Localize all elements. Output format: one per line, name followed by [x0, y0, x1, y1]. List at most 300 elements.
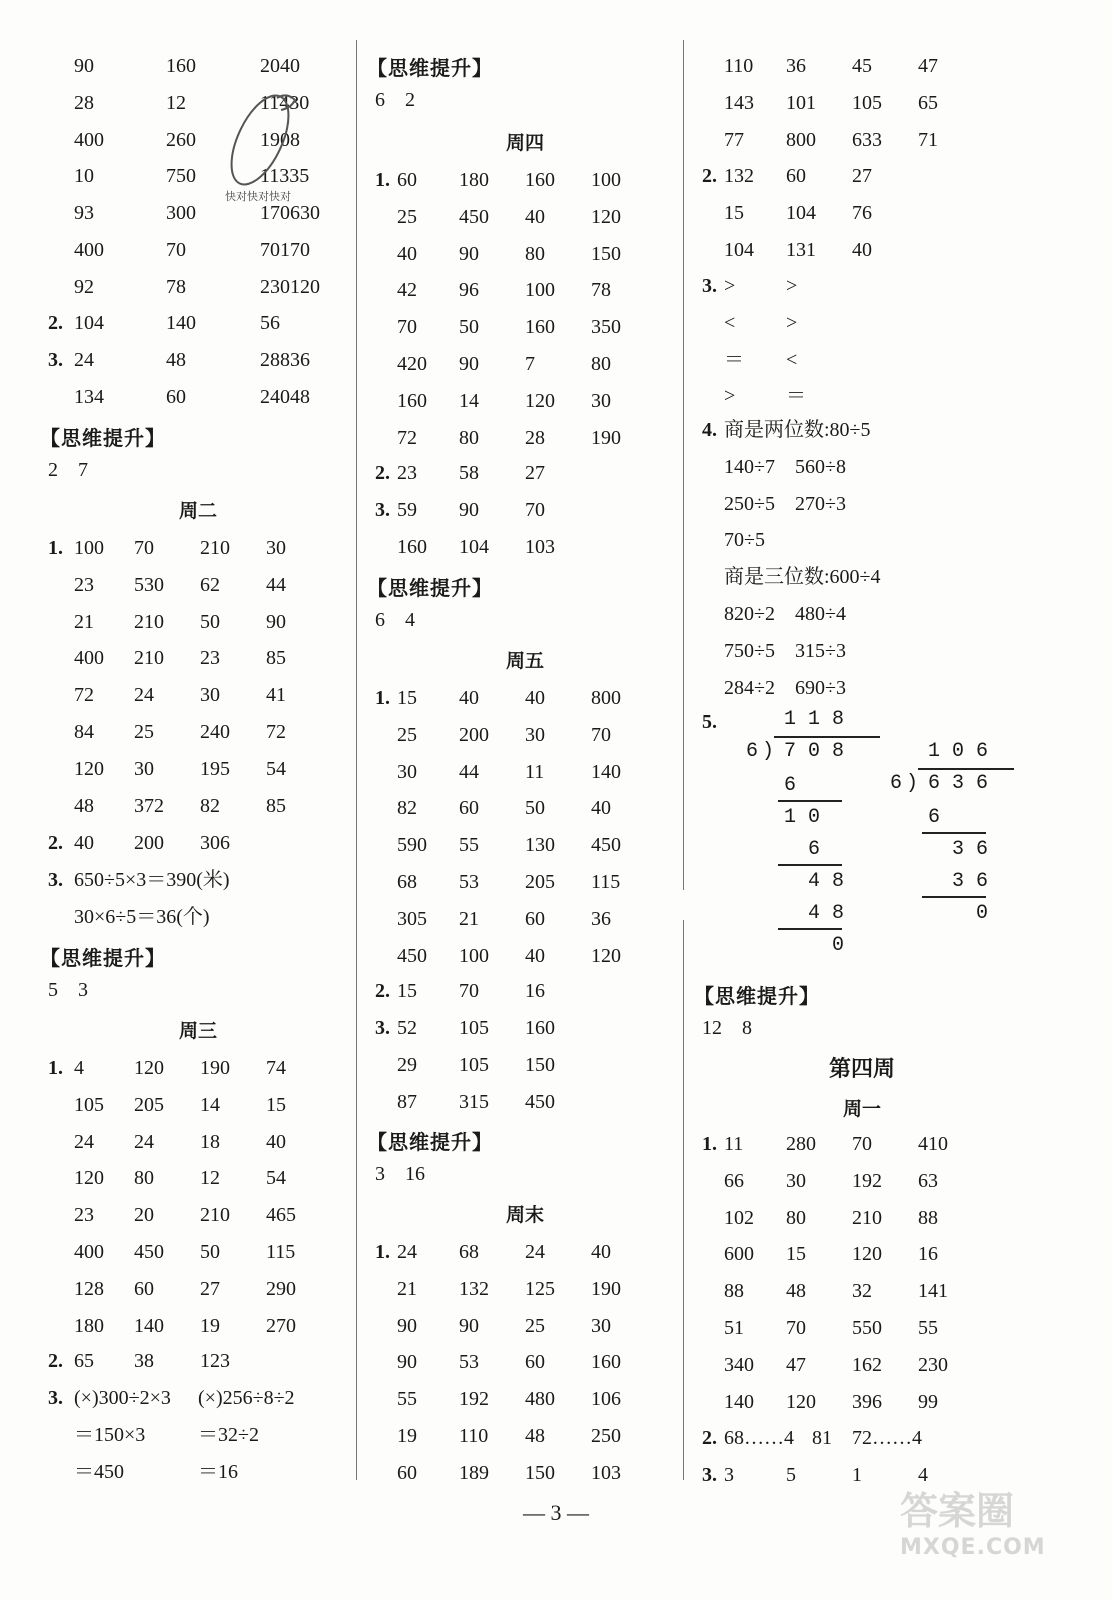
- answer-value: 11: [525, 760, 545, 783]
- answer-value: 24: [74, 1130, 94, 1153]
- answer-value: 19: [397, 1425, 417, 1447]
- answer-value: 55: [459, 834, 479, 857]
- answer-row: [702, 559, 1062, 595]
- answer-value: 120: [74, 1167, 104, 1190]
- answer-value: 192: [459, 1388, 489, 1411]
- answer-value: 290: [266, 1277, 296, 1300]
- answer-value: 70÷5: [724, 529, 765, 552]
- answer-value: 72: [266, 721, 286, 743]
- answer-value: 30: [397, 760, 417, 783]
- answer-value: 30: [591, 1314, 611, 1337]
- question-number: 2.: [48, 832, 63, 854]
- answer-row: [702, 633, 1062, 669]
- answer-value: 24: [397, 1241, 417, 1263]
- answer-value: 48: [525, 1425, 545, 1447]
- answer-value: 105: [459, 1017, 489, 1039]
- question-number: 5.: [702, 711, 717, 733]
- division-step: 0: [976, 902, 989, 925]
- answer-value: 450: [525, 1090, 555, 1113]
- answer-value: 140: [724, 1390, 754, 1413]
- answer-value: >: [724, 385, 736, 408]
- division-step: 6: [928, 806, 941, 829]
- answer-value: 25: [397, 205, 417, 228]
- answer-value: (×)256÷8÷2: [198, 1387, 295, 1409]
- answer-value: 70: [525, 499, 545, 521]
- answer-value: 400: [74, 239, 104, 261]
- answer-value: 58: [459, 462, 479, 484]
- answer-value: 27: [200, 1277, 220, 1300]
- answer-value: 420: [397, 353, 427, 375]
- answer-row: [48, 604, 348, 640]
- answer-value: 450: [134, 1241, 164, 1263]
- answer-value: 590: [397, 834, 427, 857]
- answer-value: 100: [591, 169, 621, 191]
- day-title: 周三: [178, 1020, 217, 1042]
- answer-value: 115: [266, 1241, 296, 1263]
- answer-value: 28836: [260, 349, 310, 371]
- answer-value: 750: [166, 165, 196, 188]
- answer-value: 120: [591, 205, 621, 228]
- answer-row: [702, 1273, 1062, 1309]
- answer-value: 160: [397, 389, 427, 412]
- answer-row: [702, 158, 1062, 194]
- answer-row: [375, 529, 675, 565]
- answer-value: 90: [459, 1314, 479, 1337]
- dividend: 7 0 8: [784, 740, 845, 763]
- answer-value: ＝: [724, 348, 744, 371]
- answer-value: 140÷7 560÷8: [724, 455, 846, 478]
- answer-row: [48, 1454, 348, 1490]
- answer-value: 30: [525, 723, 545, 746]
- answer-row: [702, 85, 1062, 121]
- question-number: 3.: [48, 869, 63, 891]
- answer-row: [702, 122, 1062, 158]
- answer-value: 47: [786, 1353, 806, 1376]
- answer-value: 71: [918, 128, 938, 151]
- answer-value: 120: [134, 1057, 164, 1079]
- answer-value: 14: [200, 1093, 220, 1116]
- division-bar: [774, 736, 880, 738]
- division-step: 1 0: [784, 806, 821, 829]
- answer-value: 123: [200, 1350, 230, 1372]
- answer-value: 96: [459, 279, 479, 302]
- question-number: 2.: [702, 1427, 717, 1449]
- answer-value: 15: [266, 1093, 286, 1116]
- answer-value: 40: [525, 944, 545, 967]
- answer-value: 372: [134, 794, 164, 817]
- answer-row: [48, 1197, 348, 1233]
- answer-value: 50: [200, 1241, 220, 1263]
- answer-row: [702, 1347, 1062, 1383]
- question-number: 2.: [375, 980, 390, 1002]
- answer-value: 70: [134, 537, 154, 559]
- answer-value: 51: [724, 1317, 744, 1339]
- answer-value: 63: [918, 1169, 938, 1192]
- division-step: 4 8: [808, 902, 845, 925]
- answer-value: 70: [397, 316, 417, 339]
- answer-value: 125: [525, 1277, 555, 1300]
- division-rule: [778, 928, 842, 930]
- answer-value: 60: [459, 797, 479, 820]
- answer-value: 21: [459, 907, 479, 930]
- answer-value: 190: [591, 426, 621, 449]
- answer-value: 24: [134, 1130, 154, 1153]
- answer-value: 53: [459, 871, 479, 893]
- answer-value: 70: [166, 239, 186, 261]
- question-number: 3.: [702, 1464, 717, 1486]
- answer-row: [702, 342, 1062, 378]
- answer-value: 650÷5×3＝390(米): [74, 869, 230, 891]
- answer-row: [702, 1200, 1062, 1236]
- answer-value: 800: [591, 687, 621, 709]
- answer-value: 60: [134, 1277, 154, 1300]
- answer-value: 47: [918, 55, 938, 77]
- answer-value: 134: [74, 385, 104, 408]
- answer-value: 128: [74, 1277, 104, 1300]
- answer-value: 750÷5 315÷3: [724, 639, 846, 662]
- answer-value: 150: [525, 1053, 555, 1076]
- answer-row: [375, 864, 675, 900]
- answer-value: 72: [74, 684, 94, 707]
- answer-value: 82: [397, 797, 417, 820]
- day-title: 周四: [505, 132, 544, 154]
- answer-value: 29: [397, 1053, 417, 1076]
- page-number: — 3 —: [523, 1500, 589, 1525]
- answer-value: 106: [591, 1388, 621, 1411]
- answer-row: [375, 383, 675, 419]
- answer-value: 90: [74, 55, 94, 77]
- answer-value: 45: [852, 55, 872, 77]
- answer-value: 14: [459, 389, 479, 412]
- division-rule: [922, 896, 986, 898]
- question-number: 3.: [375, 1017, 390, 1039]
- answer-value: 62: [200, 573, 220, 596]
- answer-value: 120: [525, 389, 555, 412]
- answer-value: 11335: [260, 165, 310, 188]
- answer-value: 60: [525, 1351, 545, 1374]
- question-number: 1.: [375, 1241, 390, 1263]
- answer-value: 162: [852, 1353, 882, 1376]
- week-title: 第四周: [828, 1057, 895, 1082]
- answer-value: 88: [724, 1280, 744, 1303]
- answer-value: 36: [591, 907, 611, 930]
- answer-value: 38: [134, 1350, 154, 1372]
- answer-value: 76: [852, 201, 872, 224]
- thinking-answer: 5 3: [48, 979, 88, 1001]
- answer-value: 85: [266, 794, 286, 817]
- answer-value: 30: [134, 757, 154, 780]
- answer-value: 60: [786, 165, 806, 187]
- answer-value: 72: [397, 426, 417, 449]
- answer-value: 101: [786, 91, 816, 114]
- answer-value: 284÷2 690÷3: [724, 676, 846, 699]
- answer-value: 53: [459, 1351, 479, 1374]
- answer-value: 54: [266, 1167, 286, 1190]
- quotient: 1 1 8: [784, 708, 845, 731]
- division-rule: [922, 832, 986, 834]
- answer-value: 350: [591, 316, 621, 339]
- answer-value: 72……4: [852, 1427, 922, 1449]
- answer-value: 23: [200, 647, 220, 670]
- answer-value: 160: [525, 316, 555, 339]
- answer-value: 66: [724, 1169, 744, 1192]
- answer-value: 15: [724, 201, 744, 224]
- answer-value: 85: [266, 647, 286, 670]
- answer-value: 商是三位数:600÷4: [724, 566, 881, 589]
- answer-value: 104: [459, 535, 489, 558]
- answer-row: [48, 1308, 348, 1344]
- svg-text:快对快对快对: 快对快对快对: [225, 190, 291, 203]
- answer-row: [48, 1271, 348, 1307]
- answer-row: [375, 1455, 675, 1491]
- answer-value: 450: [459, 205, 489, 228]
- stamp-mark: [215, 80, 315, 220]
- question-number: 1.: [48, 537, 63, 559]
- answer-value: 36: [786, 55, 806, 77]
- answer-value: 99: [918, 1390, 938, 1413]
- question-number: 3.: [702, 275, 717, 297]
- answer-row: [48, 1050, 348, 1086]
- answer-row: [48, 530, 348, 566]
- answer-value: 160: [166, 55, 196, 77]
- answer-value: 270: [266, 1314, 296, 1337]
- answer-value: 465: [266, 1204, 296, 1227]
- answer-value: 32: [852, 1280, 872, 1303]
- answer-value: 24: [74, 349, 94, 371]
- answer-value: 50: [525, 797, 545, 820]
- answer-row: [48, 1160, 348, 1196]
- answer-value: 410: [918, 1133, 948, 1155]
- answer-value: 180: [459, 169, 489, 191]
- answer-value: 82: [200, 794, 220, 817]
- answer-value: 78: [166, 275, 186, 298]
- division-step: 6: [808, 838, 821, 861]
- answer-value: 396: [852, 1390, 882, 1413]
- answer-value: 90: [459, 353, 479, 375]
- answer-value: 54: [266, 757, 286, 780]
- answer-value: 550: [852, 1317, 882, 1339]
- answer-row: [375, 346, 675, 382]
- answer-row: [375, 790, 675, 826]
- answer-value: 84: [74, 721, 94, 743]
- answer-row: [375, 717, 675, 753]
- answer-value: 60: [166, 385, 186, 408]
- answer-value: 25: [397, 723, 417, 746]
- answer-value: 70170: [260, 239, 310, 261]
- answer-row: [702, 1163, 1062, 1199]
- answer-value: 40: [397, 242, 417, 265]
- answer-value: 190: [200, 1057, 230, 1079]
- answer-value: 210: [134, 610, 164, 633]
- answer-value: 195: [200, 757, 230, 780]
- answer-value: 55: [918, 1317, 938, 1339]
- answer-value: 90: [266, 610, 286, 633]
- answer-value: >: [786, 275, 798, 297]
- answer-value: 110: [459, 1425, 489, 1447]
- answer-value: 170630: [260, 202, 320, 225]
- section-label-thinking: 【思维提升】: [694, 984, 820, 1008]
- answer-value: 305: [397, 907, 427, 930]
- answer-value: 20: [134, 1204, 154, 1227]
- answer-value: 81: [812, 1427, 832, 1449]
- answer-row: [702, 378, 1062, 414]
- answer-value: 24: [134, 684, 154, 707]
- answer-value: 50: [200, 610, 220, 633]
- answer-row: [48, 1124, 348, 1160]
- answer-value: 210: [134, 647, 164, 670]
- answer-value: 24048: [260, 385, 310, 408]
- answer-value: 68: [397, 871, 417, 893]
- answer-value: 150: [591, 242, 621, 265]
- answer-row: [702, 1236, 1062, 1272]
- answer-row: [702, 670, 1062, 706]
- answer-value: 820÷2 480÷4: [724, 603, 846, 625]
- answer-value: 189: [459, 1461, 489, 1484]
- answer-value: 23: [397, 462, 417, 484]
- answer-value: 160: [591, 1351, 621, 1374]
- answer-value: 192: [852, 1169, 882, 1192]
- answer-value: 340: [724, 1353, 754, 1376]
- division-rule: [778, 800, 842, 802]
- answer-value: <: [724, 311, 736, 334]
- answer-row: [702, 195, 1062, 231]
- section-label-thinking: 【思维提升】: [367, 1130, 493, 1154]
- answer-row: [48, 751, 348, 787]
- answer-value: 633: [852, 128, 882, 151]
- answer-row: [48, 825, 348, 861]
- answer-value: 80: [786, 1206, 806, 1229]
- answer-value: 120: [852, 1243, 882, 1266]
- answer-value: 12: [200, 1167, 220, 1190]
- answer-value: 25: [525, 1314, 545, 1337]
- answer-value: 250÷5 270÷3: [724, 492, 846, 515]
- watermark: 答案圈 MXQE.COM: [900, 1489, 1046, 1560]
- answer-row: [375, 1344, 675, 1380]
- question-number: 1.: [48, 1057, 63, 1079]
- answer-value: 70: [591, 723, 611, 746]
- answer-value: 16: [525, 980, 545, 1002]
- question-number: 1.: [702, 1133, 717, 1155]
- answer-value: 56: [260, 312, 280, 334]
- answer-value: 160: [397, 535, 427, 558]
- answer-value: 65: [918, 91, 938, 114]
- question-number: 2.: [48, 312, 63, 334]
- answer-value: 150: [525, 1461, 555, 1484]
- answer-value: 140: [134, 1314, 164, 1337]
- division-step: 0: [832, 934, 845, 957]
- answer-value: 16: [918, 1243, 938, 1266]
- answer-value: 74: [266, 1057, 286, 1079]
- day-title: 周二: [178, 500, 217, 522]
- answer-value: 42: [397, 279, 417, 302]
- answer-row: [48, 640, 348, 676]
- question-number: 3.: [48, 1387, 63, 1409]
- day-title: 周五: [505, 650, 544, 672]
- answer-value: 90: [397, 1351, 417, 1374]
- section-label-thinking: 【思维提升】: [40, 426, 166, 450]
- answer-value: 240: [200, 721, 230, 743]
- division-step: 6: [784, 774, 797, 797]
- answer-value: (×)300÷2×3: [74, 1387, 171, 1409]
- answer-value: 93: [74, 202, 94, 225]
- answer-row: [48, 899, 348, 935]
- answer-value: 450: [591, 834, 621, 857]
- answer-row: [375, 1084, 675, 1120]
- answer-row: [48, 1380, 348, 1416]
- division-step: 3 6: [952, 870, 989, 893]
- answer-value: 44: [266, 573, 286, 596]
- answer-value: 5: [786, 1464, 796, 1486]
- answer-value: 30: [266, 537, 286, 559]
- answer-value: 315: [459, 1090, 489, 1113]
- answer-row: [48, 1087, 348, 1123]
- answer-value: 250: [591, 1425, 621, 1447]
- answer-value: 15: [397, 980, 417, 1002]
- answer-value: 230120: [260, 275, 320, 298]
- answer-value: 40: [525, 687, 545, 709]
- answer-row: [702, 486, 1062, 522]
- answer-value: 28: [525, 426, 545, 449]
- answer-value: 92: [74, 275, 94, 298]
- answer-row: [702, 596, 1062, 632]
- answer-value: 306: [200, 832, 230, 854]
- answer-row: [48, 342, 348, 378]
- answer-value: 120: [591, 944, 621, 967]
- answer-row: [375, 827, 675, 863]
- answer-value: 30: [591, 389, 611, 412]
- answer-value: 400: [74, 647, 104, 670]
- answer-value: 160: [525, 1017, 555, 1039]
- answer-value: 105: [459, 1053, 489, 1076]
- answer-row: [375, 492, 675, 528]
- answer-value: 104: [724, 238, 754, 261]
- answer-row: [375, 1010, 675, 1046]
- answer-value: 48: [166, 349, 186, 371]
- answer-row: [375, 162, 675, 198]
- answer-value: 23: [74, 1204, 94, 1227]
- answer-value: 104: [786, 201, 816, 224]
- answer-value: 50: [459, 316, 479, 339]
- question-number: 2.: [48, 1350, 63, 1372]
- day-title: 周一: [842, 1098, 881, 1120]
- answer-value: ＝150×3: [74, 1423, 146, 1446]
- answer-value: 480: [525, 1388, 555, 1411]
- answer-value: 105: [852, 91, 882, 114]
- answer-row: [375, 1234, 675, 1270]
- answer-row: [702, 232, 1062, 268]
- answer-row: [48, 305, 348, 341]
- answer-value: 140: [166, 312, 196, 334]
- answer-value: 100: [525, 279, 555, 302]
- answer-value: ＝32÷2: [198, 1423, 259, 1446]
- column-divider: [683, 40, 684, 890]
- answer-row: [48, 1234, 348, 1270]
- answer-value: 55: [397, 1388, 417, 1411]
- answer-value: 100: [459, 944, 489, 967]
- answer-value: 210: [852, 1206, 882, 1229]
- division-step: 4 8: [808, 870, 845, 893]
- answer-value: 48: [74, 794, 94, 817]
- answer-row: [48, 48, 348, 84]
- answer-row: [375, 938, 675, 974]
- thinking-answer: 12 8: [702, 1017, 752, 1039]
- answer-value: 104: [74, 312, 104, 334]
- answer-row: [48, 788, 348, 824]
- answer-value: 130: [525, 834, 555, 857]
- answer-row: [48, 232, 348, 268]
- thinking-answer: 2 7: [48, 459, 88, 481]
- answer-value: 90: [459, 499, 479, 521]
